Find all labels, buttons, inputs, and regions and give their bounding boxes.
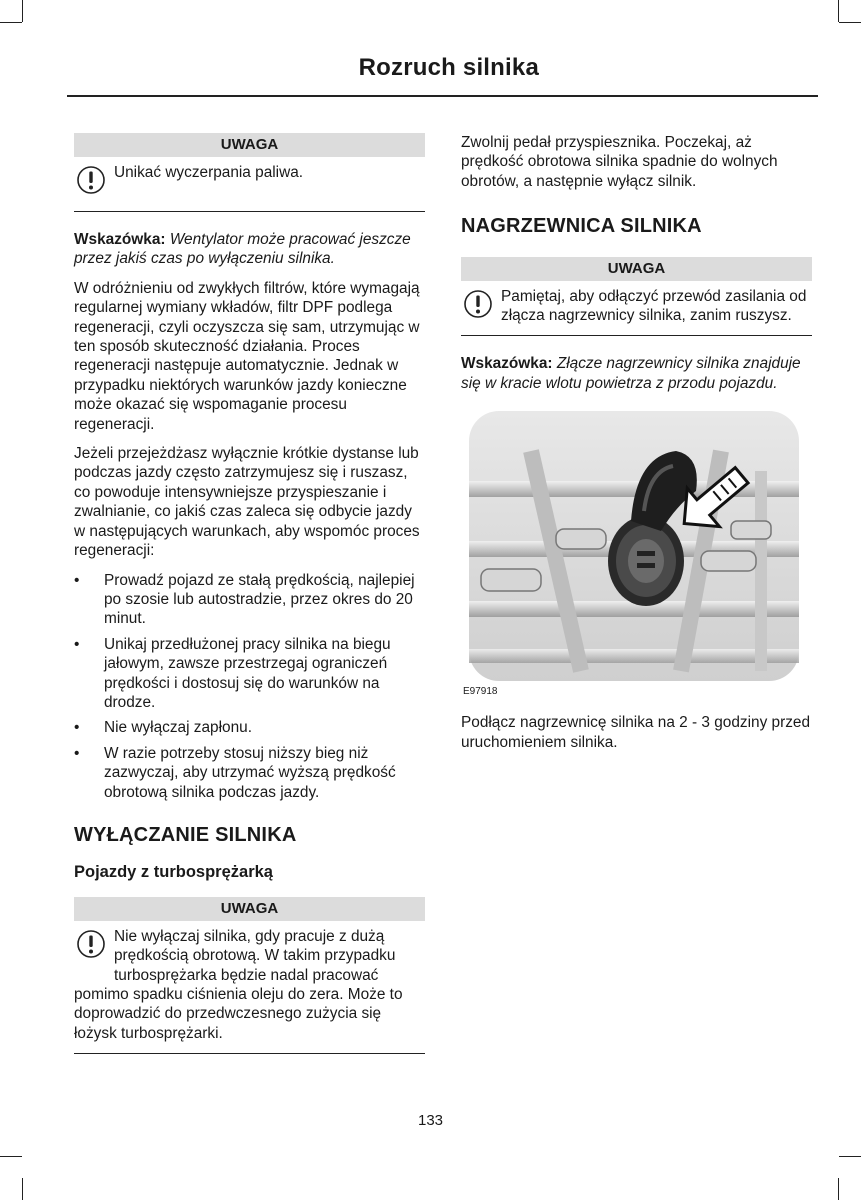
grille-connector-photo bbox=[461, 411, 812, 701]
note-label: Wskazówka: bbox=[74, 231, 166, 248]
warning-box-heater bbox=[461, 257, 812, 337]
section-title-engine-off: WYŁĄCZANIE SILNIKA bbox=[74, 823, 297, 846]
subsection-title-turbo: Pojazdy z turbosprężarką bbox=[74, 863, 273, 882]
warning-body bbox=[74, 157, 425, 207]
paragraph-short-trips: Jeżeli przejeżdżasz wyłącznie krótkie dystanse lub podczas jazdy często zatrzymujesz się i ruszasz, co powoduje intensywniejsze przyspieszanie i zwalnianie, co jakiś czas zaleca się odbycie jazdy w następujących warunkach, aby wspomóc proces regeneracji: bbox=[74, 445, 420, 560]
warning-text: Unikać wyczerpania paliwa. bbox=[114, 164, 304, 181]
list-item: • Unikaj przedłużonej pracy silnika na biegu jałowym, zawsze przestrzegaj ograniczeń prędkości i dostosuj się do warunków na drodze. bbox=[74, 635, 391, 711]
crop-mark-top-left-v bbox=[22, 0, 23, 22]
page-number: 133 bbox=[417, 1112, 444, 1129]
warning-body bbox=[74, 921, 425, 1053]
crop-mark-bottom-left-v bbox=[22, 1178, 23, 1200]
bullet-marker: • bbox=[74, 744, 80, 762]
regeneration-list bbox=[74, 571, 425, 802]
crop-mark-bottom-right-v bbox=[838, 1178, 839, 1200]
crop-mark-bottom-right-h bbox=[839, 1156, 861, 1157]
left-column bbox=[74, 133, 425, 1054]
warning-exclamation-icon bbox=[76, 929, 106, 959]
warning-rule bbox=[74, 211, 425, 212]
warning-rule bbox=[74, 1053, 425, 1054]
crop-mark-top-right-v bbox=[838, 0, 839, 22]
crop-mark-bottom-left-h bbox=[0, 1156, 22, 1157]
figure-code: E97918 bbox=[463, 685, 498, 697]
warning-rule bbox=[461, 335, 812, 336]
crop-mark-top-left-h bbox=[0, 22, 22, 23]
note-text: Złącze nagrzewnicy silnika znajduje się w kracie wlotu powietrza z przodu pojazdu. bbox=[461, 355, 801, 392]
paragraph-release-pedal: Zwolnij pedał przyspiesznika. Poczekaj, aż prędkość obrotowa silnika spadnie do wolnych obrotów, a następnie wyłącz silnik. bbox=[461, 134, 778, 190]
warning-heading: UWAGA bbox=[461, 257, 812, 281]
header-rule bbox=[67, 95, 818, 97]
note-fan bbox=[74, 230, 425, 269]
note-connector-location bbox=[461, 354, 812, 393]
warning-exclamation-icon bbox=[76, 165, 106, 195]
warning-heading: UWAGA bbox=[74, 897, 425, 921]
crop-mark-top-right-h bbox=[839, 22, 861, 23]
note-label: Wskazówka: bbox=[461, 355, 553, 373]
warning-text: Nie wyłączaj silnika, gdy pracuje z dużą prędkością obrotową. W takim przypadku turbosprężarka będzie nadal pracować pomimo spadku ciśnienia oleju do zera. Może to doprowadzić do przedwczesnego zużycia się łożysk turbosprężarki. bbox=[74, 927, 403, 1042]
paragraph-connect-heater: Podłącz nagrzewnicę silnika na 2 - 3 godziny przed uruchomieniem silnika. bbox=[461, 714, 811, 751]
list-item: • Nie wyłączaj zapłonu. bbox=[74, 719, 252, 737]
grille-illustration bbox=[461, 411, 812, 681]
right-column bbox=[461, 133, 812, 752]
bullet-marker: • bbox=[74, 571, 80, 589]
section-title-engine-heater: NAGRZEWNICA SILNIKA bbox=[461, 215, 702, 238]
warning-heading: UWAGA bbox=[74, 133, 425, 157]
warning-text: Pamiętaj, aby odłączyć przewód zasilania od złącza nagrzewnicy silnika, zanim ruszysz. bbox=[501, 287, 807, 325]
bullet-marker: • bbox=[74, 719, 80, 737]
list-item: • W razie potrzeby stosuj niższy bieg niż zazwyczaj, aby utrzymać wyższą prędkość obrotową silnika podczas jazdy. bbox=[74, 744, 396, 801]
bullet-marker: • bbox=[74, 635, 80, 653]
page-title: Rozruch silnika bbox=[358, 54, 539, 81]
warning-exclamation-icon bbox=[463, 289, 493, 319]
note-text: Wentylator może pracować jeszcze przez jakiś czas po wyłączeniu silnika. bbox=[74, 231, 411, 268]
warning-body bbox=[461, 281, 812, 336]
list-item: • Prowadź pojazd ze stałą prędkością, najlepiej po szosie lub autostradzie, przez okres do 20 minut. bbox=[74, 571, 415, 628]
paragraph-dpf: W odróżnieniu od zwykłych filtrów, które wymagają regularnej wymiany wkładów, filtr DPF podlega regeneracji, czyli oczyszcza się sam, utrzymując w ten sposób skuteczność działania. Proces regeneracji następuje automatycznie. Jednak w przypadku niektórych warunków jazdy konieczne może okazać się wspomaganie procesu regeneracji. bbox=[74, 279, 420, 433]
warning-box-fuel bbox=[74, 133, 425, 212]
warning-box-turbo bbox=[74, 897, 425, 1054]
